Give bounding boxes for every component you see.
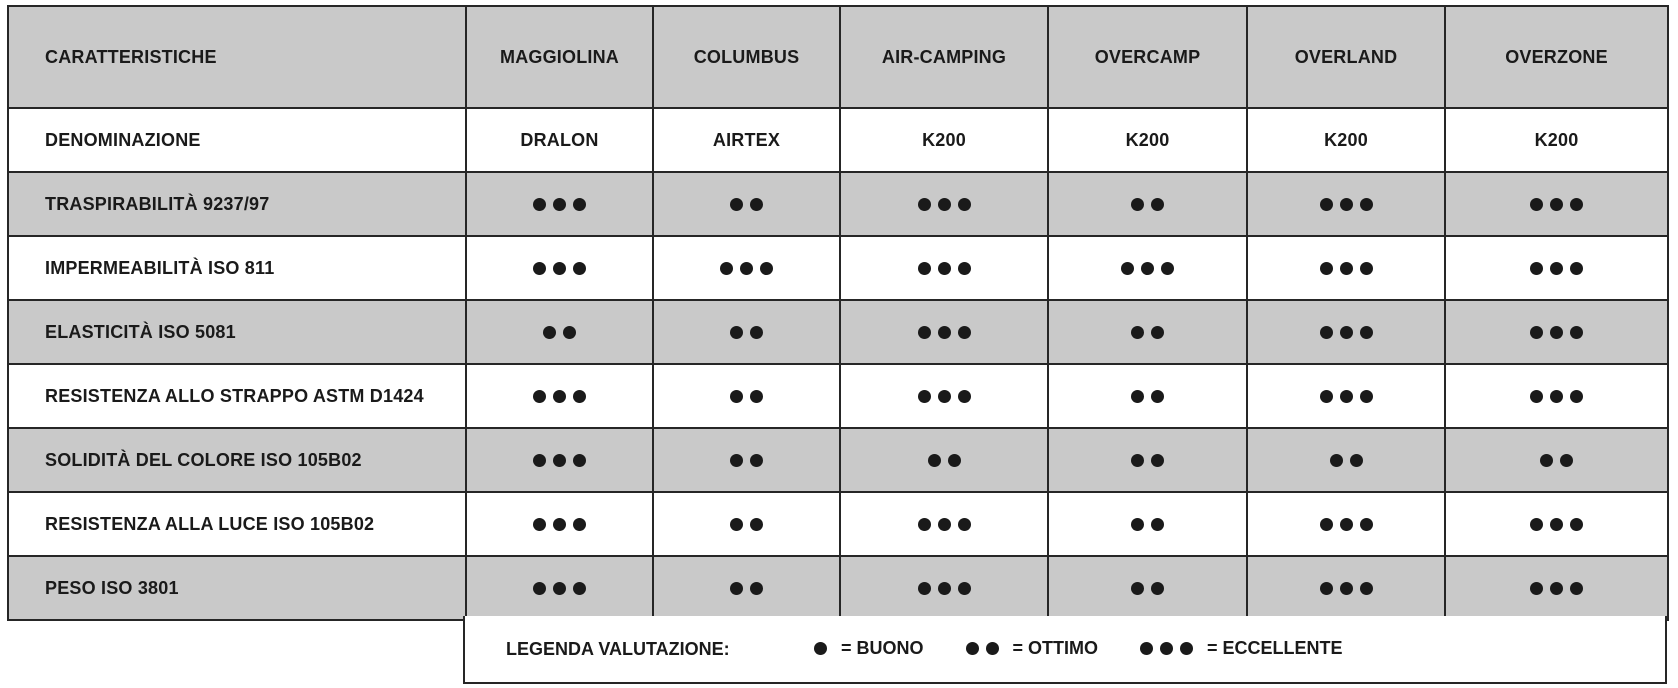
- rating-dots: [730, 198, 763, 211]
- rating-cell: [840, 236, 1048, 300]
- legend-item: [1140, 638, 1343, 659]
- rating-dots: [533, 262, 586, 275]
- rating-cell: [653, 556, 840, 620]
- table-row: [8, 364, 1668, 428]
- rating-dot-icon: [1530, 582, 1543, 595]
- row-label: TRASPIRABILITÀ 9237/97: [8, 172, 466, 236]
- rating-dot-icon: [750, 582, 763, 595]
- rating-dot-icon: [573, 262, 586, 275]
- rating-dot-icon: [573, 582, 586, 595]
- rating-dots: [1140, 642, 1193, 655]
- rating-dot-icon: [1550, 262, 1563, 275]
- rating-dot-icon: [1131, 518, 1144, 531]
- legend-title: LEGENDA VALUTAZIONE:: [506, 638, 730, 659]
- rating-dots: [928, 454, 961, 467]
- rating-dots: [1320, 518, 1373, 531]
- rating-dot-icon: [720, 262, 733, 275]
- rating-dot-icon: [533, 198, 546, 211]
- rating-cell: [653, 492, 840, 556]
- rating-dot-icon: [750, 518, 763, 531]
- rating-cell: [1445, 172, 1668, 236]
- row-label: RESISTENZA ALLA LUCE ISO 105B02: [8, 492, 466, 556]
- rating-dot-icon: [1151, 518, 1164, 531]
- rating-cell: [1445, 492, 1668, 556]
- rating-dot-icon: [918, 326, 931, 339]
- rating-dot-icon: [553, 198, 566, 211]
- rating-dot-icon: [1320, 582, 1333, 595]
- rating-dots: [533, 582, 586, 595]
- rating-dots: [1131, 582, 1164, 595]
- rating-cell: [1247, 492, 1445, 556]
- rating-cell: [840, 364, 1048, 428]
- rating-dot-icon: [1340, 198, 1353, 211]
- rating-cell: [1048, 300, 1247, 364]
- rating-dot-icon: [958, 582, 971, 595]
- rating-dot-icon: [1320, 390, 1333, 403]
- rating-dot-icon: [814, 642, 827, 655]
- rating-dot-icon: [573, 198, 586, 211]
- value-cell: K200: [1048, 108, 1247, 172]
- table-row: [8, 300, 1668, 364]
- rating-dots: [1530, 518, 1583, 531]
- rating-dot-icon: [1550, 390, 1563, 403]
- rating-dots: [1330, 454, 1363, 467]
- row-label: SOLIDITÀ DEL COLORE ISO 105B02: [8, 428, 466, 492]
- rating-dot-icon: [1530, 198, 1543, 211]
- rating-dot-icon: [938, 518, 951, 531]
- rating-cell: [653, 428, 840, 492]
- rating-dot-icon: [1360, 198, 1373, 211]
- rating-dot-icon: [750, 326, 763, 339]
- rating-dots: [730, 582, 763, 595]
- rating-dot-icon: [1360, 326, 1373, 339]
- legend-item-label: = OTTIMO: [1012, 638, 1099, 658]
- rating-dot-icon: [750, 198, 763, 211]
- value-cell: K200: [840, 108, 1048, 172]
- rating-dot-icon: [1161, 262, 1174, 275]
- rating-dot-icon: [918, 518, 931, 531]
- rating-cell: [840, 300, 1048, 364]
- rating-dot-icon: [1151, 582, 1164, 595]
- rating-dot-icon: [750, 390, 763, 403]
- rating-cell: [653, 236, 840, 300]
- rating-dots: [720, 262, 773, 275]
- table-row: [8, 172, 1668, 236]
- rating-cell: [1247, 300, 1445, 364]
- rating-dot-icon: [1540, 454, 1553, 467]
- rating-dots: [533, 198, 586, 211]
- rating-dots: [533, 390, 586, 403]
- rating-dot-icon: [1340, 262, 1353, 275]
- rating-dot-icon: [1570, 326, 1583, 339]
- rating-cell: [653, 172, 840, 236]
- rating-dots: [918, 582, 971, 595]
- rating-dot-icon: [750, 454, 763, 467]
- rating-dot-icon: [938, 390, 951, 403]
- row-label: RESISTENZA ALLO STRAPPO ASTM D1424: [8, 364, 466, 428]
- rating-dots: [814, 642, 827, 655]
- rating-dots: [1320, 326, 1373, 339]
- table-row: [8, 236, 1668, 300]
- rating-dot-icon: [986, 642, 999, 655]
- rating-dot-icon: [553, 518, 566, 531]
- rating-dot-icon: [1320, 326, 1333, 339]
- rating-dot-icon: [730, 326, 743, 339]
- rating-dot-icon: [533, 582, 546, 595]
- rating-cell: [653, 300, 840, 364]
- rating-dot-icon: [730, 582, 743, 595]
- row-label: ELASTICITÀ ISO 5081: [8, 300, 466, 364]
- rating-dots: [918, 518, 971, 531]
- rating-dot-icon: [1550, 326, 1563, 339]
- header-cell-product: OVERCAMP: [1048, 6, 1247, 108]
- rating-dots: [1131, 518, 1164, 531]
- rating-dots: [730, 326, 763, 339]
- rating-dot-icon: [553, 582, 566, 595]
- rating-dot-icon: [1131, 390, 1144, 403]
- rating-dot-icon: [1350, 454, 1363, 467]
- rating-cell: [466, 428, 653, 492]
- rating-cell: [1048, 428, 1247, 492]
- row-label: DENOMINAZIONE: [8, 108, 466, 172]
- rating-dots: [1121, 262, 1174, 275]
- rating-dot-icon: [1160, 642, 1173, 655]
- rating-dot-icon: [730, 454, 743, 467]
- rating-dots: [1530, 390, 1583, 403]
- rating-dot-icon: [1550, 582, 1563, 595]
- rating-dot-icon: [730, 198, 743, 211]
- header-cell-features: CARATTERISTICHE: [8, 6, 466, 108]
- rating-cell: [1445, 428, 1668, 492]
- rating-dot-icon: [948, 454, 961, 467]
- rating-cell: [1247, 236, 1445, 300]
- rating-cell: [1247, 556, 1445, 620]
- rating-dot-icon: [730, 390, 743, 403]
- rating-dot-icon: [938, 262, 951, 275]
- rating-dot-icon: [1360, 390, 1373, 403]
- rating-dot-icon: [573, 390, 586, 403]
- rating-cell: [840, 556, 1048, 620]
- rating-dot-icon: [1340, 582, 1353, 595]
- rating-dots: [1530, 198, 1583, 211]
- rating-dot-icon: [1340, 518, 1353, 531]
- rating-dot-icon: [1180, 642, 1193, 655]
- rating-cell: [1048, 172, 1247, 236]
- rating-dot-icon: [533, 454, 546, 467]
- rating-dot-icon: [938, 198, 951, 211]
- rating-cell: [1048, 492, 1247, 556]
- rating-dot-icon: [553, 454, 566, 467]
- header-cell-product: OVERLAND: [1247, 6, 1445, 108]
- value-cell: K200: [1247, 108, 1445, 172]
- rating-dot-icon: [1570, 390, 1583, 403]
- table-row: [8, 492, 1668, 556]
- rating-dot-icon: [1330, 454, 1343, 467]
- rating-dots: [918, 198, 971, 211]
- rating-dot-icon: [1151, 198, 1164, 211]
- rating-dot-icon: [1151, 454, 1164, 467]
- rating-dot-icon: [1131, 326, 1144, 339]
- rating-dots: [533, 454, 586, 467]
- rating-dots: [1320, 198, 1373, 211]
- rating-dot-icon: [543, 326, 556, 339]
- rating-cell: [1445, 300, 1668, 364]
- value-cell: AIRTEX: [653, 108, 840, 172]
- rating-dots: [918, 326, 971, 339]
- rating-dot-icon: [1530, 326, 1543, 339]
- rating-dot-icon: [1121, 262, 1134, 275]
- legend-item: [966, 638, 1099, 659]
- rating-dot-icon: [1360, 518, 1373, 531]
- rating-cell: [1048, 236, 1247, 300]
- rating-cell: [1247, 428, 1445, 492]
- table-row: [8, 108, 1668, 172]
- rating-dot-icon: [1320, 518, 1333, 531]
- header-cell-product: MAGGIOLINA: [466, 6, 653, 108]
- rating-cell: [466, 172, 653, 236]
- rating-dots: [730, 454, 763, 467]
- rating-dot-icon: [1570, 582, 1583, 595]
- rating-dot-icon: [740, 262, 753, 275]
- header-cell-product: COLUMBUS: [653, 6, 840, 108]
- rating-dot-icon: [730, 518, 743, 531]
- rating-cell: [1247, 364, 1445, 428]
- rating-dot-icon: [1131, 454, 1144, 467]
- value-cell: DRALON: [466, 108, 653, 172]
- value-cell: K200: [1445, 108, 1668, 172]
- rating-cell: [466, 492, 653, 556]
- rating-dot-icon: [1530, 390, 1543, 403]
- rating-cell: [840, 492, 1048, 556]
- rating-dots: [1131, 198, 1164, 211]
- rating-dots: [1530, 582, 1583, 595]
- rating-dot-icon: [1141, 262, 1154, 275]
- rating-dot-icon: [928, 454, 941, 467]
- row-label: PESO ISO 3801: [8, 556, 466, 620]
- rating-dot-icon: [533, 262, 546, 275]
- rating-dots: [1530, 262, 1583, 275]
- rating-dot-icon: [918, 198, 931, 211]
- rating-cell: [1445, 364, 1668, 428]
- rating-dots: [533, 518, 586, 531]
- rating-dots: [1530, 326, 1583, 339]
- rating-dots: [918, 262, 971, 275]
- rating-legend: [463, 616, 1667, 684]
- table-row: [8, 556, 1668, 620]
- rating-dot-icon: [1560, 454, 1573, 467]
- rating-dot-icon: [573, 454, 586, 467]
- rating-cell: [466, 556, 653, 620]
- row-label: IMPERMEABILITÀ ISO 811: [8, 236, 466, 300]
- rating-dot-icon: [918, 582, 931, 595]
- rating-dot-icon: [938, 582, 951, 595]
- rating-dot-icon: [958, 198, 971, 211]
- rating-cell: [1048, 556, 1247, 620]
- rating-dots: [1320, 582, 1373, 595]
- rating-dot-icon: [1550, 518, 1563, 531]
- rating-dot-icon: [958, 518, 971, 531]
- rating-dot-icon: [760, 262, 773, 275]
- rating-cell: [466, 300, 653, 364]
- header-row: [8, 6, 1668, 108]
- rating-cell: [1048, 364, 1247, 428]
- rating-dots: [1131, 454, 1164, 467]
- rating-cell: [840, 428, 1048, 492]
- rating-dots: [918, 390, 971, 403]
- rating-dots: [1540, 454, 1573, 467]
- rating-dots: [1320, 262, 1373, 275]
- rating-dot-icon: [1530, 518, 1543, 531]
- rating-cell: [653, 364, 840, 428]
- rating-dot-icon: [553, 390, 566, 403]
- comparison-table: [7, 5, 1669, 621]
- rating-dots: [1320, 390, 1373, 403]
- rating-dot-icon: [1320, 198, 1333, 211]
- rating-cell: [1247, 172, 1445, 236]
- legend-item: [814, 638, 924, 659]
- rating-dot-icon: [918, 390, 931, 403]
- rating-dot-icon: [563, 326, 576, 339]
- rating-dot-icon: [1131, 198, 1144, 211]
- header-cell-product: AIR-CAMPING: [840, 6, 1048, 108]
- rating-dot-icon: [958, 262, 971, 275]
- rating-dot-icon: [958, 390, 971, 403]
- rating-dot-icon: [573, 518, 586, 531]
- table-row: [8, 428, 1668, 492]
- legend-items: [814, 638, 1385, 660]
- rating-dot-icon: [1570, 262, 1583, 275]
- rating-dot-icon: [1151, 326, 1164, 339]
- rating-dot-icon: [1550, 198, 1563, 211]
- rating-dots: [543, 326, 576, 339]
- legend-item-label: = BUONO: [841, 638, 924, 658]
- header-cell-product: OVERZONE: [1445, 6, 1668, 108]
- rating-dots: [1131, 390, 1164, 403]
- rating-dot-icon: [1140, 642, 1153, 655]
- rating-cell: [466, 364, 653, 428]
- rating-dot-icon: [553, 262, 566, 275]
- rating-dots: [730, 518, 763, 531]
- rating-dot-icon: [1340, 390, 1353, 403]
- rating-dot-icon: [1320, 262, 1333, 275]
- rating-dot-icon: [1360, 262, 1373, 275]
- rating-dot-icon: [1530, 262, 1543, 275]
- table-body: [8, 6, 1668, 620]
- rating-dots: [966, 642, 999, 655]
- rating-dot-icon: [958, 326, 971, 339]
- rating-dot-icon: [1570, 518, 1583, 531]
- rating-cell: [1445, 236, 1668, 300]
- rating-dot-icon: [918, 262, 931, 275]
- rating-dots: [1131, 326, 1164, 339]
- rating-dot-icon: [533, 390, 546, 403]
- rating-dot-icon: [966, 642, 979, 655]
- rating-dot-icon: [938, 326, 951, 339]
- rating-dot-icon: [1340, 326, 1353, 339]
- rating-dot-icon: [1151, 390, 1164, 403]
- legend-item-label: = ECCELLENTE: [1207, 638, 1343, 658]
- rating-dot-icon: [1360, 582, 1373, 595]
- rating-dots: [730, 390, 763, 403]
- rating-dot-icon: [1570, 198, 1583, 211]
- rating-cell: [466, 236, 653, 300]
- rating-dot-icon: [533, 518, 546, 531]
- rating-dot-icon: [1131, 582, 1144, 595]
- rating-cell: [840, 172, 1048, 236]
- rating-cell: [1445, 556, 1668, 620]
